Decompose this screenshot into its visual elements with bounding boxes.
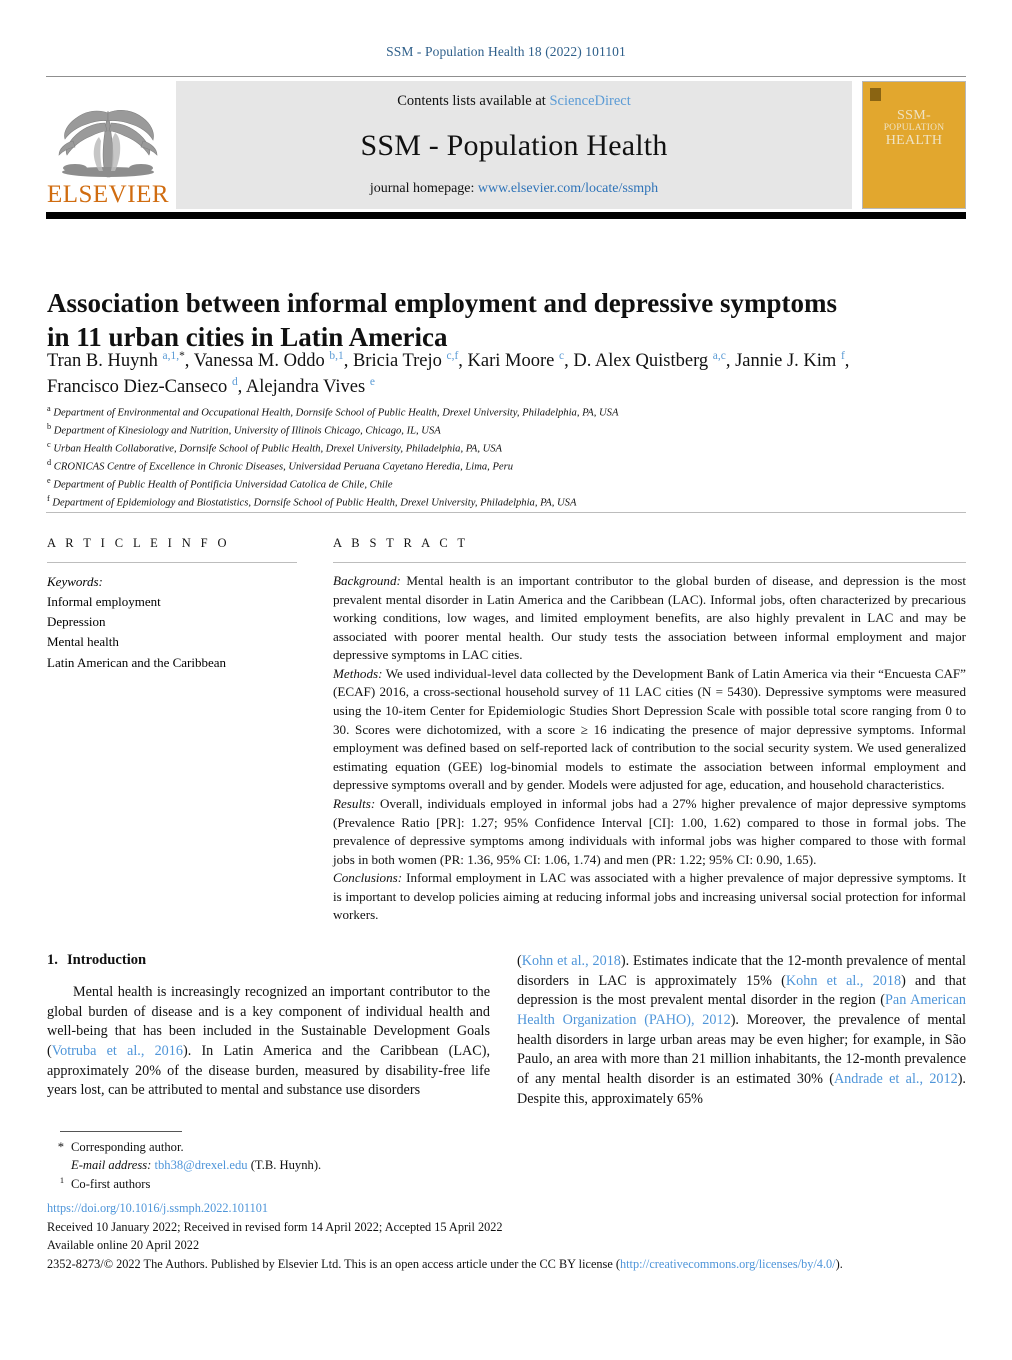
footnote-corresponding-author xyxy=(47,1138,507,1156)
abstract-section-text: Informal employment in LAC was associated with a higher prevalence of major depressive symptoms. It is important to develop policies aiming at reducing informal jobs and increasing universal social protection for informal workers. xyxy=(333,870,966,923)
elsevier-tree-icon xyxy=(55,93,161,181)
abstract-text xyxy=(333,572,966,925)
copyright-prefix: 2352-8273/© 2022 The Authors. Published by Elsevier Ltd. This is an open access article under the CC BY license ( xyxy=(47,1257,620,1272)
cover-line-1: SSM- xyxy=(897,108,931,123)
author-separator: , xyxy=(458,351,468,372)
elsevier-wordmark: ELSEVIER xyxy=(46,181,170,208)
abstract-block xyxy=(333,536,966,925)
article-info-block xyxy=(47,536,297,673)
abstract-section xyxy=(333,869,966,925)
affiliation-mark: b xyxy=(47,422,52,432)
abstract-section xyxy=(333,572,966,665)
intro-text-part-2: ). In Latin America and the Caribbean (LAC), approximately 20% of the disease burden, measured by disability-free life years lost, can be attributed to mental and substance use disorders xyxy=(47,1042,490,1099)
author-separator: , xyxy=(725,351,736,372)
section-title: Introduction xyxy=(66,952,147,968)
abstract-section-label: Background: xyxy=(333,573,401,588)
author-separator: , xyxy=(564,351,574,372)
sciencedirect-link[interactable]: ScienceDirect xyxy=(549,93,631,109)
citation-votruba-2016[interactable]: Votruba et al., 2016 xyxy=(51,1042,183,1059)
author-mark: a xyxy=(712,350,718,362)
elsevier-logo xyxy=(46,81,170,209)
affiliation-text: CRONICAS Centre of Excellence in Chronic Diseases, Universidad Peruana Cayetano Heredia, Lima, Peru xyxy=(53,461,514,473)
body-column-right xyxy=(517,952,966,1109)
author-mark: c xyxy=(559,350,565,362)
journal-masthead xyxy=(46,76,966,209)
author-mark: f xyxy=(840,350,845,362)
abstract-section-label: Conclusions: xyxy=(333,870,403,886)
abstract-section-label: Results: xyxy=(333,795,376,811)
affiliation-mark: f xyxy=(47,494,50,504)
citation-kohn-2018-a[interactable]: Kohn et al., 2018 xyxy=(521,953,621,969)
author-mark: a xyxy=(162,350,168,362)
author-separator: , xyxy=(184,351,194,372)
author-mark: 1 xyxy=(170,350,177,362)
contents-prefix: Contents lists available at xyxy=(397,93,550,109)
journal-homepage-link[interactable]: www.elsevier.com/locate/ssmph xyxy=(477,181,659,196)
affiliation-mark: d xyxy=(47,458,52,468)
author-name: Alejandra Vives xyxy=(245,377,366,398)
author-name: Bricia Trejo xyxy=(352,351,442,372)
citation-kohn-2018-b[interactable]: Kohn et al., 2018 xyxy=(785,972,902,989)
intro-right-end: ). Despite this, approximately 65% xyxy=(517,1070,966,1107)
footnote-divider xyxy=(60,1131,182,1132)
affiliation-item xyxy=(47,439,847,457)
author-name: Vanessa M. Oddo xyxy=(193,351,325,372)
masthead-thick-rule xyxy=(46,210,966,219)
author-separator: , xyxy=(844,351,850,372)
affiliation-text: Department of Public Health of Pontificia Universidad Catolica de Chile, Chile xyxy=(53,479,393,491)
affiliation-item xyxy=(47,493,847,511)
author-mark-sep: , xyxy=(717,350,721,362)
intro-right-mid-3: ). Moreover, the prevalence of mental health disorders in large urban areas may be even higher; for example, in São Paulo, an area with more than 21 million inhabitants, the 12-month prevalence of any mental health disorder is an estimated 30% ( xyxy=(517,1011,966,1087)
affiliation-mark: a xyxy=(47,404,51,413)
affiliation-item xyxy=(47,403,847,421)
footnote-corresponding-text: Corresponding author. xyxy=(71,1140,184,1154)
footnote-email-text xyxy=(71,1156,507,1174)
author-mark: b xyxy=(329,350,336,362)
email-label: E-mail address: xyxy=(71,1158,152,1173)
keyword-item: Mental health xyxy=(47,634,119,650)
author-name: Kari Moore xyxy=(467,351,555,372)
author-mark-sep: , xyxy=(335,350,338,362)
article-info-heading: A R T I C L E I N F O xyxy=(47,536,230,550)
copyright-line xyxy=(47,1255,972,1274)
contents-available-line xyxy=(397,93,631,110)
author-separator: , xyxy=(343,351,353,372)
email-link[interactable]: tbh38@drexel.edu xyxy=(154,1158,248,1173)
citation-andrade-2012[interactable]: Andrade et al., 2012 xyxy=(833,1070,958,1087)
body-column-left xyxy=(47,952,490,1101)
author-name: Tran B. Huynh xyxy=(47,351,158,372)
cover-title xyxy=(863,108,965,148)
page-title: Association between informal employment and depressive symptoms in 11 urban cities in Latin America xyxy=(47,288,837,353)
keyword-item: Informal employment xyxy=(47,594,161,610)
keyword-list xyxy=(47,592,297,673)
affiliation-text: Department of Environmental and Occupational Health, Dornsife School of Public Health, Drexel University, Philadelphia, PA, USA xyxy=(53,407,619,419)
affiliation-text: Department of Epidemiology and Biostatistics, Dornsife School of Public Health, Drexel University, Philadelphia, PA, USA xyxy=(52,498,577,509)
journal-cover-thumbnail[interactable] xyxy=(862,81,966,209)
author-mark: e xyxy=(369,376,375,389)
intro-right-open: ( xyxy=(517,953,522,969)
intro-paragraph-left xyxy=(47,983,490,1101)
author-name: Jannie J. Kim xyxy=(735,351,837,372)
homepage-prefix: journal homepage: xyxy=(369,181,478,196)
abstract-section-text: Mental health is an important contributor to the global burden of disease, and depression is the most prevalent mental disorder in Latin America and the Caribbean (LAC). Informal jobs, often characterized by precarious working conditions, low wages, and limited employment benefits, are also highly prevalent in LAC and may be associated with poorer mental health. Our study tests the association between informal employment and major depressive symptoms in LAC cities. xyxy=(333,573,966,663)
cover-line-2: POPULATION xyxy=(883,123,945,134)
author-mark-corresponding: * xyxy=(179,350,185,362)
available-online-date: Available online 20 April 2022 xyxy=(47,1238,200,1253)
author-mark-sep: , xyxy=(176,350,180,362)
author-mark: d xyxy=(231,376,238,389)
citation-paho-2012[interactable]: Pan American Health Organization (PAHO), 2012 xyxy=(517,992,967,1028)
keyword-item: Depression xyxy=(47,614,106,630)
affiliation-text: Urban Health Collaborative, Dornsife School of Public Health, Drexel University, Philadelphia, PA, USA xyxy=(53,443,503,455)
author-mark: c xyxy=(446,350,452,362)
intro-text-part-1: Mental health is increasingly recognized an important contributor to the global burden of disease and is a key component of individual health and well-being that has been included in the Sustainable Development Goals ( xyxy=(47,984,490,1059)
copyright-suffix: ). xyxy=(835,1257,843,1272)
abstract-section xyxy=(333,665,966,795)
intro-right-mid-2: ) and that depression is the most prevalent mental disorder in the region ( xyxy=(517,972,967,1009)
journal-homepage-line xyxy=(370,181,658,197)
affiliation-mark: c xyxy=(47,440,51,450)
journal-title: SSM - Population Health xyxy=(360,128,668,162)
abstract-section xyxy=(333,795,966,869)
abstract-section-label: Methods: xyxy=(333,665,383,681)
author-name: D. Alex Quistberg xyxy=(573,351,709,372)
affiliation-item xyxy=(47,421,847,439)
author-mark: 1 xyxy=(337,350,344,362)
author-mark-sep: , xyxy=(167,350,171,362)
author-name: Francisco Diez-Canseco xyxy=(47,377,228,398)
received-dates: Received 10 January 2022; Received in revised form 14 April 2022; Accepted 15 April 2022 xyxy=(47,1219,503,1234)
abstract-top-rule xyxy=(46,512,966,513)
section-heading-introduction xyxy=(47,952,490,969)
cover-line-3: HEALTH xyxy=(885,133,943,149)
intro-right-mid-1: ). Estimates indicate that the 12-month prevalence of mental disorders in LAC is approximately 15% ( xyxy=(517,953,966,989)
affiliation-item xyxy=(47,457,847,475)
doi-link[interactable]: https://doi.org/10.1016/j.ssmph.2022.101101 xyxy=(47,1201,269,1215)
keyword-item: Latin American and the Caribbean xyxy=(47,654,227,670)
footnote-block xyxy=(47,1138,507,1193)
cc-license-link[interactable]: http://creativecommons.org/licenses/by/4.0/ xyxy=(619,1257,836,1272)
abstract-heading: A B S T R A C T xyxy=(333,536,469,550)
author-mark-sep: , xyxy=(451,350,455,362)
footnote-email xyxy=(47,1156,507,1174)
abstract-section-text: We used individual-level data collected by the Development Bank of Latin America via their “Encuesta CAF” (ECAF) 2016, a cross-sectional household survey of 11 LAC cities (N = 5430). Depressive symptoms were measured using the 10-item Center for Epidemiologic Studies Short Depression Scale with possible total score ranging from 0 to 30. Scores were dichotomized, with a score ≥ 16 indicating the presence of major depressive symptoms. Informal employment was defined based on self-reported lack of contribution to the social security system. We used generalized estimating equation (GEE) log-binomial models to estimate the association between informal employment and depressive symptoms overall and by gender. Models were adjusted for age, education, and household characteristics. xyxy=(333,665,966,793)
footnote-mark-one: 1 xyxy=(59,1175,64,1185)
cover-emblem-icon xyxy=(870,88,881,101)
email-suffix: (T.B. Huynh). xyxy=(247,1158,322,1173)
section-number: 1. xyxy=(47,952,58,968)
intro-paragraph-right xyxy=(517,952,966,1109)
masthead-center-panel xyxy=(176,81,852,209)
abstract-section-text: Overall, individuals employed in informal jobs had a 27% higher prevalence of major depressive symptoms (Prevalence Ratio [PR]: 1.27; 95% Confidence Interval [CI]: 1.00, 1.62) compared to those in formal jobs. The prevalence of depressive symptoms among individuals with informal jobs was higher compared to those with formal jobs in both women (PR: 1.36, 95% CI: 1.06, 1.74) and men (PR: 1.22; 95% CI: 0.90, 1.65). xyxy=(333,795,966,867)
footnote-mark-blank xyxy=(47,1156,71,1174)
author-list xyxy=(47,348,877,401)
footnote-cofirst-authors xyxy=(47,1175,507,1193)
keywords-label: Keywords: xyxy=(47,574,103,589)
author-mark: f xyxy=(454,350,459,362)
publication-info-block xyxy=(47,1199,972,1274)
author-mark: c xyxy=(720,350,726,362)
article-info-rule xyxy=(47,562,297,563)
affiliation-text: Department of Kinesiology and Nutrition, University of Illinois Chicago, Chicago, IL, USA xyxy=(53,425,441,437)
affiliation-item xyxy=(47,475,847,493)
running-head: SSM - Population Health 18 (2022) 101101 xyxy=(386,44,626,59)
affiliation-list xyxy=(47,403,847,512)
abstract-rule xyxy=(333,562,966,563)
author-separator: , xyxy=(237,377,246,398)
affiliation-mark: e xyxy=(47,476,51,486)
footnote-cofirst-text: Co-first authors xyxy=(71,1176,151,1191)
footnote-mark-star: * xyxy=(57,1140,64,1154)
